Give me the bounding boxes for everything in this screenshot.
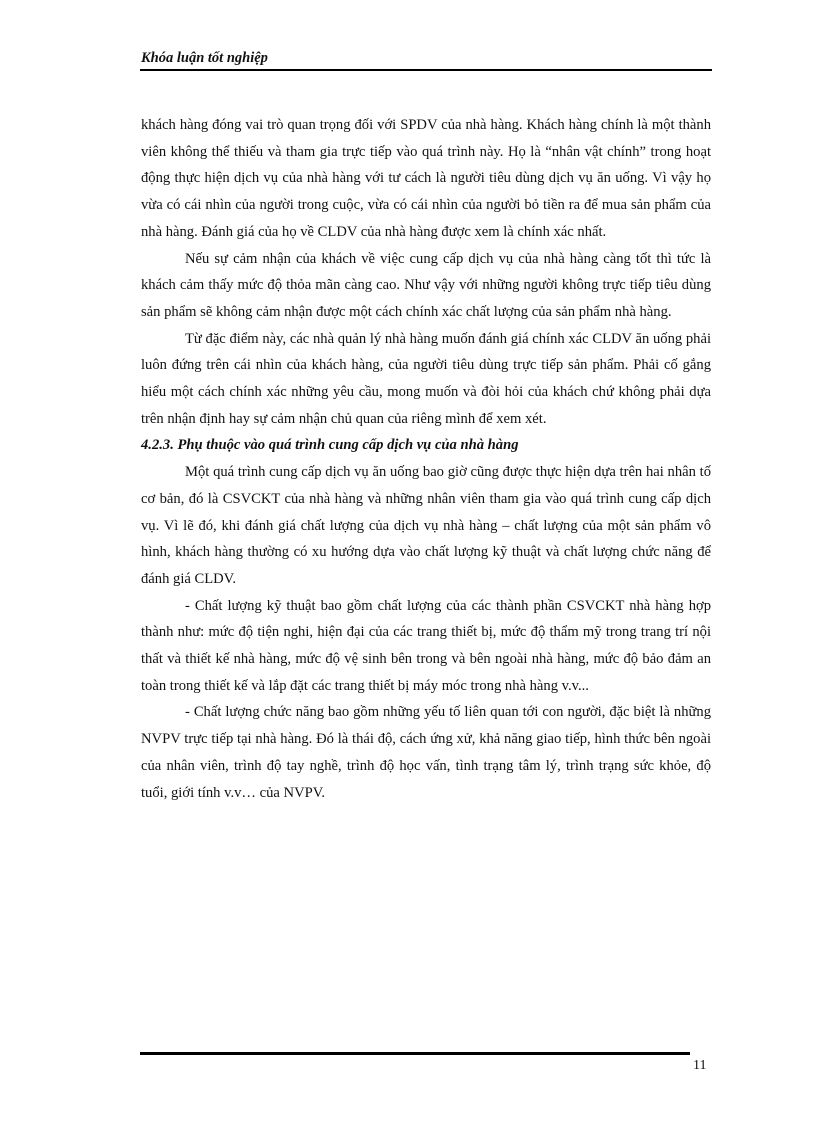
paragraph-3: Từ đặc điểm này, các nhà quản lý nhà hàng muốn đánh giá chính xác CLDV ăn uống phải luôn đứng trên cái nhìn của khách hàng, của người tiêu dùng trực tiếp sản phẩm. Phải cố gắng hiểu một cách chính xác những yêu cầu, mong muốn và đòi hỏi của khách chứ không phải dựa trên nhận định hay sự cảm nhận chủ quan của riêng mình để xem xét. — [141, 330, 711, 427]
page-number: 11 — [693, 1058, 707, 1073]
footer-rule — [140, 1052, 690, 1055]
paragraph-4: Một quá trình cung cấp dịch vụ ăn uống bao giờ cũng được thực hiện dựa trên hai nhân tố cơ bản, đó là CSVCKT của nhà hàng và những nhân viên tham gia vào quá trình cung cấp dịch vụ. Vì lẽ đó, khi đánh giá chất lượng của dịch vụ nhà hàng – chất lượng của một sản phẩm vô hình, khách hàng thường có xu hướng dựa vào chất lượng kỹ thuật và chất lượng chức năng để đánh giá CLDV. — [141, 464, 711, 587]
paragraph-1: khách hàng đóng vai trò quan trọng đối với SPDV của nhà hàng. Khách hàng chính là một thành viên không thể thiếu và tham gia trực tiếp vào quá trình này. Họ là “nhân vật chính” trong hoạt động thực hiện dịch vụ của nhà hàng với tư cách là người tiêu dùng dịch vụ ăn uống. Vì vậy họ vừa có cái nhìn của người trong cuộc, vừa có cái nhìn của người bỏ tiền ra để mua sản phẩm của nhà hàng. Đánh giá của họ về CLDV của nhà hàng được xem là chính xác nhất. — [141, 117, 711, 240]
paragraph-6: - Chất lượng chức năng bao gồm những yếu tố liên quan tới con người, đặc biệt là những NVPV trực tiếp tại nhà hàng. Đó là thái độ, cách ứng xử, khả năng giao tiếp, hình thức bên ngoài của nhân viên, trình độ tay nghề, trình độ học vấn, tình trạng tâm lý, trình trạng sức khỏe, độ tuổi, giới tính v.v… của NVPV. — [141, 704, 711, 801]
header-rule — [140, 69, 712, 71]
paragraph-5: - Chất lượng kỹ thuật bao gồm chất lượng của các thành phần CSVCKT nhà hàng hợp thành như: mức độ tiện nghi, hiện đại của các trang thiết bị, mức độ thẩm mỹ trong trang trí nội thất và thiết kế nhà hàng, mức độ vệ sinh bên trong và bên ngoài nhà hàng, mức độ bảo đảm an toàn trong thiết kế và lắp đặt các trang thiết bị máy móc trong nhà hàng v.v... — [141, 597, 711, 694]
section-heading: 4.2.3. Phụ thuộc vào quá trình cung cấp dịch vụ của nhà hàng — [141, 437, 519, 454]
running-header-title: Khóa luận tốt nghiệp — [141, 50, 268, 66]
page-body — [141, 112, 711, 806]
paragraph-2: Nếu sự cảm nhận của khách về việc cung cấp dịch vụ của nhà hàng càng tốt thì tức là khách cảm thấy mức độ thỏa mãn càng cao. Như vậy với những người không trực tiếp tiêu dùng sản phẩm sẽ không cảm nhận được một cách chính xác chất lượng của sản phẩm nhà hàng. — [141, 250, 711, 320]
